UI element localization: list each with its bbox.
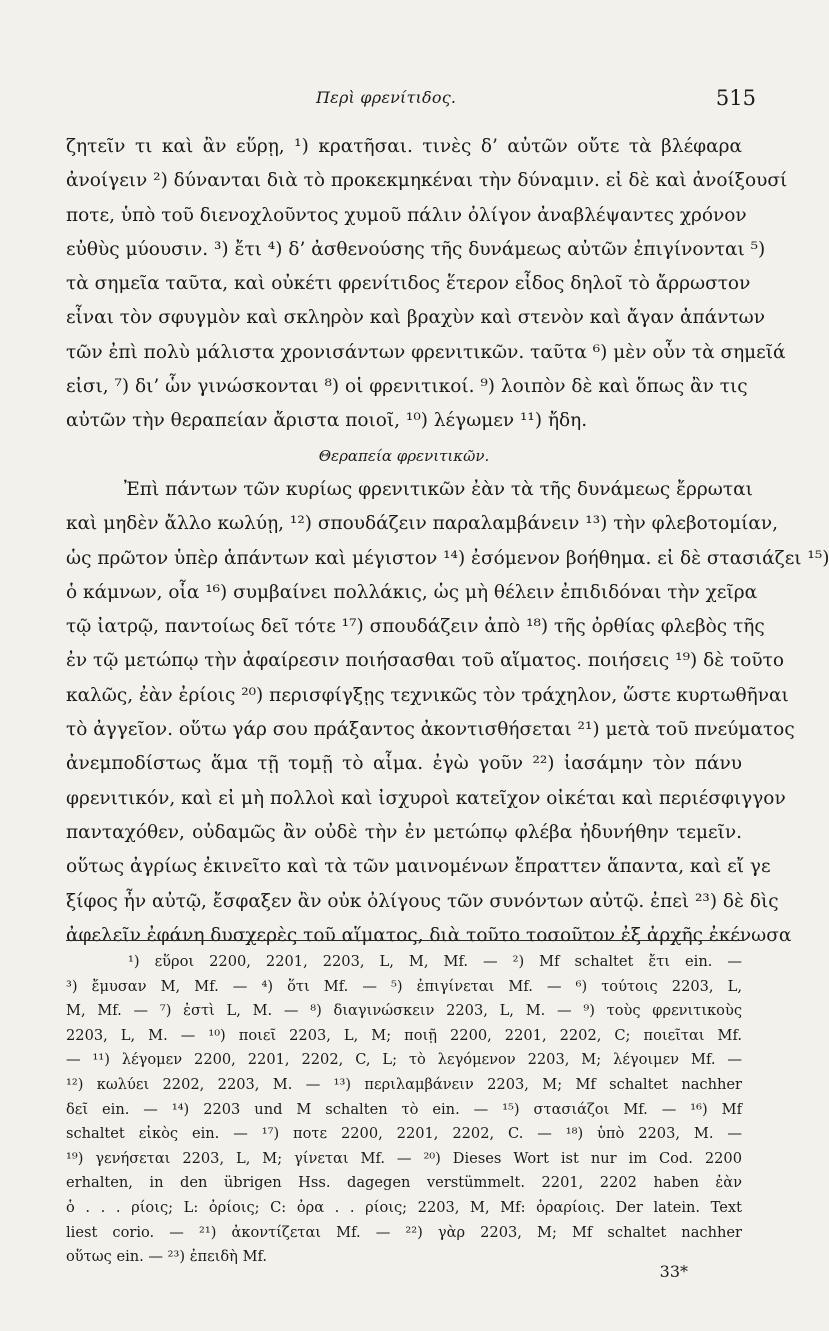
text-line: καλῶς, ἐὰν ἐρίοις ²⁰) περισφίγξῃς τεχνικῶς τὸν τράχηλον, ὥστε κυρτωθῆναι xyxy=(66,684,789,706)
text-line: ἀνοίγειν ²) δύνανται διὰ τὸ προκεκμηκέναι τὴν δύναμιν. εἰ δὲ καὶ ἀνοίξουσί xyxy=(66,170,788,192)
footnote-line: M, Mf. — ⁷) ἐστὶ L, M. — ⁸) διαγινώσκειν 2203, L, M. — ⁹) τοὺς φρενιτικοὺς xyxy=(66,1002,742,1020)
footnote-line: schaltet εἰκὸς ein. — ¹⁷) ποτε 2200, 2201, 2202, C. — ¹⁸) ὑπὸ 2203, M. — xyxy=(66,1125,742,1143)
footnote-line: οὕτως ein. — ²³) ἐπειδὴ Mf. xyxy=(66,1248,268,1266)
text-line: αὐτῶν τὴν θεραπείαν ἄριστα ποιοῖ, ¹⁰) λέγωμεν ¹¹) ἤδη. xyxy=(66,410,588,432)
section-heading: Θεραπεία φρενιτικῶν. xyxy=(318,446,490,465)
text-line: ὡς πρῶτον ὑπὲρ ἁπάντων καὶ μέγιστον ¹⁴) ἐσόμενον βοήθημα. εἰ δὲ στασιάζει ¹⁵) xyxy=(66,547,829,569)
running-head xyxy=(0,86,800,114)
text-line: εἰσι, ⁷) δι’ ὧν γινώσκονται ⁸) οἱ φρενιτικοί. ⁹) λοιπὸν δὲ καὶ ὅπως ἂν τις xyxy=(66,376,748,398)
footnote-line: erhalten, in den übrigen Hss. dagegen verstümmelt. 2201, 2202 haben ἐὰν xyxy=(66,1174,742,1192)
text-line: εὐθὺς μύουσιν. ³) ἔτι ⁴) δ’ ἀσθενούσης τῆς δυνάμεως αὐτῶν ἐπιγίνονται ⁵) xyxy=(66,238,766,260)
text-line: ἀφελεῖν ἐφάνη δυσχερὲς τοῦ αἵματος, διὰ τοῦτο τοσοῦτον ἐξ ἀρχῆς ἐκένωσα xyxy=(66,924,792,946)
running-title: Περὶ φρενίτιδος. xyxy=(316,88,457,107)
text-line: εἶναι τὸν σφυγμὸν καὶ σκληρὸν καὶ βραχὺν καὶ στενὸν καὶ ἄγαν ἁπάντων xyxy=(66,307,766,329)
footnote-line: 2203, L, M. — ¹⁰) ποιεῖ 2203, L, M; ποιῇ 2200, 2201, 2202, C; ποιεῖται Mf. xyxy=(66,1026,742,1044)
signature-mark: 33* xyxy=(659,1262,688,1281)
text-line: καὶ μηδὲν ἄλλο κωλύῃ, ¹²) σπουδάζειν παραλαμβάνειν ¹³) τὴν φλεβοτομίαν, xyxy=(66,513,779,535)
footnote-line: ὁ . . . ρίοις; L: ὀρίοις; C: ὀρα . . ρίοις; 2203, M, Mf: ὀραρίοις. Der latein. Text xyxy=(66,1198,742,1216)
text-line: τῷ ἰατρῷ, παντοίως δεῖ τότε ¹⁷) σπουδάζειν ἀπὸ ¹⁸) τῆς ὀρθίας φλεβὸς τῆς xyxy=(66,616,765,638)
text-line: οὕτως ἀγρίως ἐκινεῖτο καὶ τὰ τῶν μαινομένων ἔπραττεν ἅπαντα, καὶ εἴ γε xyxy=(66,856,771,878)
text-line: τὸ ἀγγεῖον. οὕτω γάρ σου πράξαντος ἀκοντισθήσεται ²¹) μετὰ τοῦ πνεύματος xyxy=(66,719,795,741)
footnotes xyxy=(66,950,742,1270)
text-line: ζητεῖν τι καὶ ἂν εὕρῃ, ¹) κρατῆσαι. τινὲς δ’ αὐτῶν οὔτε τὰ βλέφαρα xyxy=(66,136,742,157)
main-text xyxy=(66,130,829,953)
text-line: ἐν τῷ μετώπῳ τὴν ἀφαίρεσιν ποιήσασθαι τοῦ αἵματος. ποιήσεις ¹⁹) δὲ τοῦτο xyxy=(66,650,785,672)
text-line: πανταχόθεν, οὐδαμῶς ἂν οὐδὲ τὴν ἐν μετώπῳ φλέβα ἠδυνήθην τεμεῖν. xyxy=(66,821,742,843)
text-line: ξίφος ἦν αὐτῷ, ἔσφαξεν ἂν οὐκ ὀλίγους τῶν συνόντων αὐτῷ. ἐπεὶ ²³) δὲ δὶς xyxy=(66,890,779,912)
page-number: 515 xyxy=(715,86,756,110)
text-line: φρενιτικόν, καὶ εἰ μὴ πολλοὶ καὶ ἰσχυροὶ κατεῖχον οἰκέται καὶ περιέσφιγγον xyxy=(66,787,786,809)
footnote-line: ³) ἔμυσαν M, Mf. — ⁴) ὅτι Mf. — ⁵) ἐπιγίνεται Mf. — ⁶) τούτοις 2203, L, xyxy=(66,977,742,995)
text-line: τῶν ἐπὶ πολὺ μάλιστα χρονισάντων φρενιτικῶν. ταῦτα ⁶) μὲν οὖν τὰ σημεῖά xyxy=(66,341,786,363)
text-line: ἀνεμποδίστως ἅμα τῇ τομῇ τὸ αἷμα. ἐγὼ γοῦν ²²) ἰασάμην τὸν πάνυ xyxy=(66,753,742,775)
footnote-line: δεῖ ein. — ¹⁴) 2203 und M schalten τὸ ein. — ¹⁵) στασιάζοι Mf. — ¹⁶) Mf xyxy=(66,1100,742,1118)
footnote-line: liest corio. — ²¹) ἀκοντίζεται Mf. — ²²) γὰρ 2203, M; Mf schaltet nachher xyxy=(66,1223,742,1241)
footnote-line: — ¹¹) λέγομεν 2200, 2201, 2202, C, L; τὸ λεγόμενον 2203, M; λέγοιμεν Mf. — xyxy=(66,1051,742,1069)
text-line: Ἐπὶ πάντων τῶν κυρίως φρενιτικῶν ἐὰν τὰ τῆς δυνάμεως ἔρρωται xyxy=(124,478,753,500)
text-line: ὁ κάμνων, οἷα ¹⁶) συμβαίνει πολλάκις, ὡς μὴ θέλειν ἐπιδιδόναι τὴν χεῖρα xyxy=(66,581,758,603)
text-line: τὰ σημεῖα ταῦτα, καὶ οὐκέτι φρενίτιδος ἕτερον εἶδος δηλοῖ τὸ ἄρρωστον xyxy=(66,273,751,295)
footnote-rule xyxy=(66,940,742,941)
footnote-line: ¹⁹) γενήσεται 2203, L, M; γίνεται Mf. — ²⁰) Dieses Wort ist nur im Cod. 2200 xyxy=(66,1149,742,1167)
text-line: ποτε, ὑπὸ τοῦ διενοχλοῦντος χυμοῦ πάλιν ὀλίγον ἀναβλέψαντες χρόνον xyxy=(66,204,747,226)
footnote-line: ¹²) κωλύει 2202, 2203, M. — ¹³) περιλαμβάνειν 2203, M; Mf schaltet nachher xyxy=(66,1075,742,1093)
footnote-line: ¹) εὕροι 2200, 2201, 2203, L, M, Mf. — ²) Mf schaltet ἔτι ein. — xyxy=(128,953,742,970)
